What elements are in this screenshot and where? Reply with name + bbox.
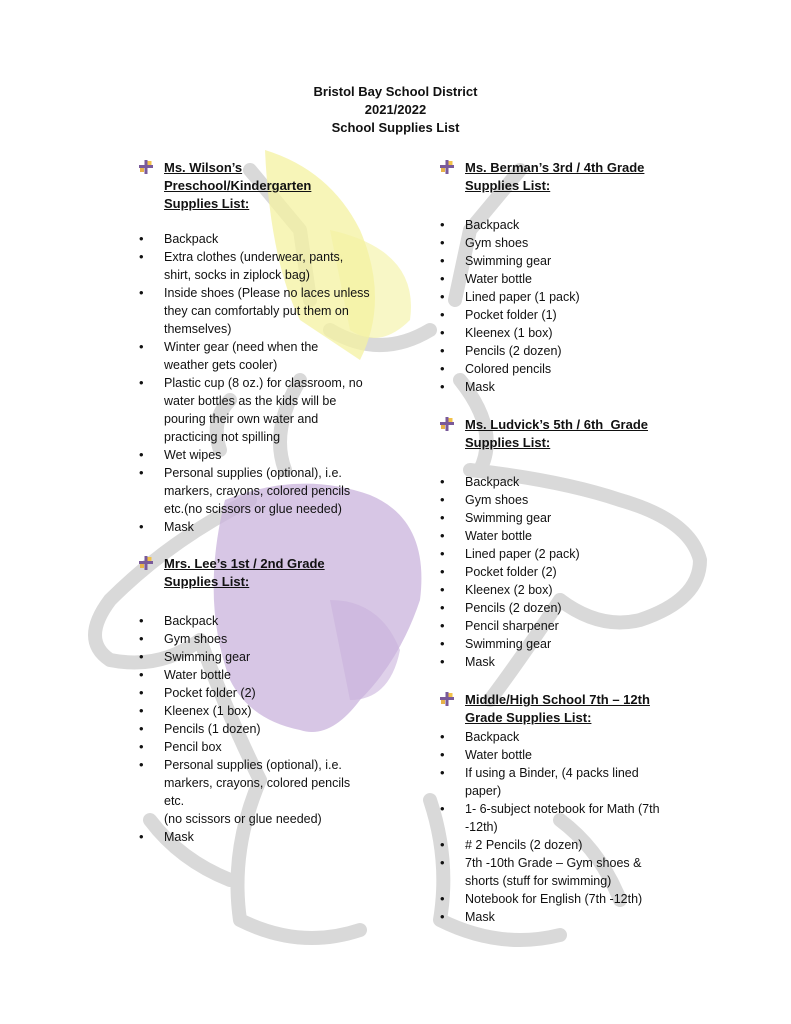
section-heading bbox=[440, 416, 685, 452]
list-item: • Water bottle bbox=[139, 666, 379, 684]
list-item: • Extra clothes (underwear, pants, shirt, socks in ziplock bag) bbox=[139, 248, 379, 284]
list-item: • Backpack bbox=[139, 230, 379, 248]
document-header bbox=[0, 83, 791, 137]
list-item: • Gym shoes bbox=[440, 491, 685, 509]
section-title-line: Grade Supplies List: bbox=[465, 710, 592, 725]
list-item: • Gym shoes bbox=[139, 630, 379, 648]
list-item: • Water bottle bbox=[440, 270, 685, 288]
list-item: • Personal supplies (optional), i.e. markers, crayons, colored pencils etc.(no scissors or glue needed) bbox=[139, 464, 379, 518]
section-title-line: Supplies List: bbox=[164, 196, 250, 211]
section-title-line: Mrs. Lee’s 1st / 2nd Grade bbox=[164, 556, 325, 571]
list-item: • Lined paper (1 pack) bbox=[440, 288, 685, 306]
list-item: • Mask bbox=[440, 653, 685, 671]
list-item: • Gym shoes bbox=[440, 234, 685, 252]
list-item: • Water bottle bbox=[440, 527, 685, 545]
school-year: 2021/2022 bbox=[364, 102, 427, 117]
list-item: • Swimming gear bbox=[440, 635, 685, 653]
list-item: • Backpack bbox=[440, 473, 685, 491]
section-title-line: Supplies List: bbox=[465, 435, 551, 450]
supply-list bbox=[440, 728, 690, 926]
section-title-line: Ms. Berman’s 3rd / 4th Grade bbox=[465, 160, 645, 175]
list-item: • Kleenex (1 box) bbox=[440, 324, 685, 342]
list-item: • Pencils (1 dozen) bbox=[139, 720, 379, 738]
list-item: • Swimming gear bbox=[139, 648, 379, 666]
list-item: • Mask bbox=[139, 828, 379, 846]
list-item: • Backpack bbox=[440, 728, 690, 746]
section-heading bbox=[440, 691, 690, 727]
section-heading bbox=[440, 159, 685, 195]
list-item: • Backpack bbox=[139, 612, 379, 630]
section-lee bbox=[139, 555, 379, 846]
document-title: School Supplies List bbox=[331, 120, 460, 135]
list-item: • Lined paper (2 pack) bbox=[440, 545, 685, 563]
list-item: • Pencil sharpener bbox=[440, 617, 685, 635]
flag-marker-icon bbox=[440, 417, 454, 431]
list-item: • Plastic cup (8 oz.) for classroom, no water bottles as the kids will be pouring their own water and practicing not spilling bbox=[139, 374, 379, 446]
section-title-line: Supplies List: bbox=[164, 574, 250, 589]
list-item: • Swimming gear bbox=[440, 252, 685, 270]
list-item: • Inside shoes (Please no laces unless they can comfortably put them on themselves) bbox=[139, 284, 379, 338]
section-heading bbox=[139, 555, 379, 591]
list-item: • Pencil box bbox=[139, 738, 379, 756]
supply-list bbox=[440, 473, 685, 671]
list-item: • # 2 Pencils (2 dozen) bbox=[440, 836, 690, 854]
supply-list bbox=[139, 612, 379, 846]
section-title-line: Supplies List: bbox=[465, 178, 551, 193]
list-item: • Kleenex (1 box) bbox=[139, 702, 379, 720]
list-item: • Pencils (2 dozen) bbox=[440, 599, 685, 617]
list-item: • Pocket folder (2) bbox=[139, 684, 379, 702]
list-item: • Colored pencils bbox=[440, 360, 685, 378]
list-item: • Mask bbox=[440, 378, 685, 396]
list-item: • Kleenex (2 box) bbox=[440, 581, 685, 599]
list-item: • Mask bbox=[139, 518, 379, 536]
list-item: • Pocket folder (2) bbox=[440, 563, 685, 581]
district-name: Bristol Bay School District bbox=[313, 84, 478, 99]
section-ludvick bbox=[440, 416, 685, 671]
supply-list bbox=[440, 216, 685, 396]
list-item: • Winter gear (need when the weather gets cooler) bbox=[139, 338, 379, 374]
list-item: • Water bottle bbox=[440, 746, 690, 764]
flag-marker-icon bbox=[440, 692, 454, 706]
list-item: • If using a Binder, (4 packs lined paper) bbox=[440, 764, 690, 800]
list-item: • Mask bbox=[440, 908, 690, 926]
list-item: • Personal supplies (optional), i.e. markers, crayons, colored pencils etc. (no scissors or glue needed) bbox=[139, 756, 379, 828]
list-item: • Notebook for English (7th -12th) bbox=[440, 890, 690, 908]
section-middle-high bbox=[440, 691, 690, 926]
list-item: • Backpack bbox=[440, 216, 685, 234]
section-title-line: Ms. Wilson’s bbox=[164, 160, 243, 175]
supply-list bbox=[139, 230, 379, 536]
list-item: • 7th -10th Grade – Gym shoes & shorts (stuff for swimming) bbox=[440, 854, 690, 890]
section-wilson bbox=[139, 159, 379, 536]
list-item: • Swimming gear bbox=[440, 509, 685, 527]
flag-marker-icon bbox=[440, 160, 454, 174]
section-title-line: Middle/High School 7th – 12th bbox=[465, 692, 650, 707]
flag-marker-icon bbox=[139, 160, 153, 174]
section-title-line: Preschool/Kindergarten bbox=[164, 178, 312, 193]
list-item: • 1- 6-subject notebook for Math (7th -12th) bbox=[440, 800, 690, 836]
flag-marker-icon bbox=[139, 556, 153, 570]
section-berman bbox=[440, 159, 685, 396]
list-item: • Pocket folder (1) bbox=[440, 306, 685, 324]
section-heading bbox=[139, 159, 379, 213]
list-item: • Pencils (2 dozen) bbox=[440, 342, 685, 360]
list-item: • Wet wipes bbox=[139, 446, 379, 464]
section-title-line: Ms. Ludvick’s 5th / 6th Grade bbox=[465, 417, 649, 432]
